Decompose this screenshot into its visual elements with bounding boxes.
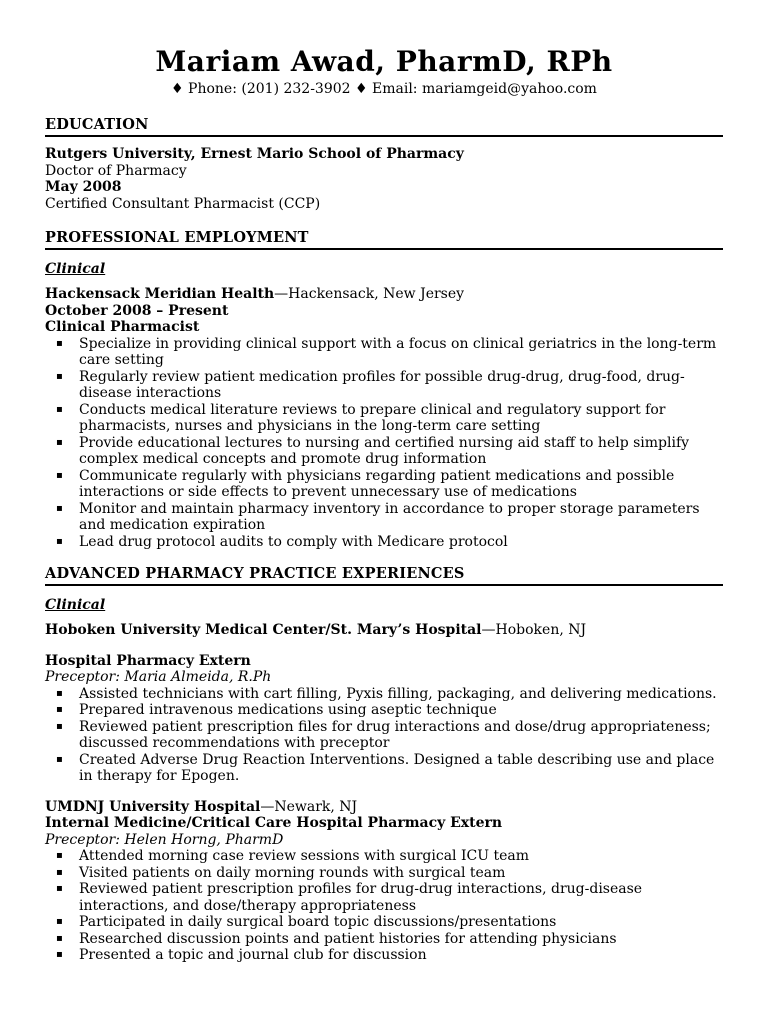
employment-role: Clinical Pharmacist [45, 319, 200, 335]
bullet-mark: ▪ [56, 866, 63, 878]
bullet-text: Communicate regularly with physicians regarding patient medications and possible interactions or side effects to prevent unnecessary use of medications [79, 467, 675, 500]
bullet-item [45, 369, 723, 402]
bullet-item [45, 702, 723, 719]
appe-heading: ADVANCED PHARMACY PRACTICE EXPERIENCES [45, 565, 723, 586]
appe-site-umdnj [45, 799, 723, 964]
bullet-item [45, 686, 723, 703]
candidate-name: Mariam Awad, PharmD, RPh [155, 45, 613, 78]
bullet-mark: ▪ [56, 720, 63, 732]
bullet-mark: ▪ [56, 916, 63, 927]
bullet-text: Participated in daily surgical board topic discussions/presentations [79, 914, 557, 930]
education-block [45, 146, 723, 212]
employer-location: —Hackensack, New Jersey [274, 286, 465, 302]
site-line [45, 799, 723, 816]
bullet-item [45, 534, 723, 551]
bullet-text: Lead drug protocol audits to comply with Medicare protocol [79, 533, 508, 550]
bullet-text: Reviewed patient prescription files for drug interactions and dose/drug appropriateness; discussed recommendations with preceptor [79, 718, 711, 751]
bullet-item [45, 865, 723, 882]
bullet-text: Created Adverse Drug Reaction Interventions. Designed a table describing use and place in therapy for Epogen. [79, 751, 715, 784]
employment-heading: PROFESSIONAL EMPLOYMENT [45, 229, 723, 250]
site-bullets [45, 848, 723, 964]
bullet-item [45, 402, 723, 435]
employment-bullets [45, 336, 723, 551]
bullet-text: Specialize in providing clinical support with a focus on clinical geriatrics in the long-term care setting [79, 335, 717, 368]
site-line [45, 622, 723, 639]
bullet-item [45, 752, 723, 785]
bullet-text: Provide educational lectures to nursing and certified nursing aid staff to help simplify complex medical concepts and promote drug information [79, 434, 690, 467]
employment-subheading: Clinical [45, 261, 106, 277]
bullet-item [45, 336, 723, 369]
bullet-text: Monitor and maintain pharmacy inventory in accordance to proper storage parameters and medication expiration [79, 500, 700, 533]
education-heading: EDUCATION [45, 116, 723, 137]
bullet-text: Regularly review patient medication profiles for possible drug-drug, drug-food, drug-disease interactions [79, 368, 685, 401]
bullet-mark: ▪ [56, 850, 63, 861]
resume-page [45, 44, 723, 964]
school-name: Rutgers University, Ernest Mario School of Pharmacy [45, 146, 464, 162]
employer-name: Hackensack Meridian Health [45, 286, 275, 302]
bullet-text: Prepared intravenous medications using aseptic technique [79, 702, 497, 718]
site-location: —Hoboken, NJ [481, 622, 587, 638]
certification: Certified Consultant Pharmacist (CCP) [45, 195, 321, 212]
bullet-item [45, 881, 723, 914]
bullet-mark: ▪ [56, 883, 63, 894]
site-name: UMDNJ University Hospital [45, 798, 261, 815]
appe-site-hoboken [45, 622, 723, 785]
bullet-item [45, 931, 723, 948]
contact-line: ♦ Phone: (201) 232-3902 ♦ Email: mariamgeid@yahoo.com [171, 81, 597, 97]
bullet-mark: ▪ [56, 469, 63, 481]
site-preceptor: Preceptor: Maria Almeida, R.Ph [45, 669, 272, 685]
bullet-text: Attended morning case review sessions with surgical ICU team [79, 848, 530, 864]
site-role: Hospital Pharmacy Extern [45, 652, 251, 669]
bullet-text: Presented a topic and journal club for discussion [79, 947, 427, 963]
bullet-item [45, 501, 723, 534]
bullet-item [45, 947, 723, 964]
bullet-mark: ▪ [56, 535, 63, 547]
bullet-item [45, 435, 723, 468]
bullet-mark: ▪ [56, 436, 63, 448]
bullet-text: Researched discussion points and patient histories for attending physicians [79, 930, 617, 947]
bullet-mark: ▪ [56, 687, 63, 699]
bullet-text: Conducts medical literature reviews to prepare clinical and regulatory support for pharmacists, nurses and physicians in the long-term care setting [79, 401, 666, 434]
bullet-mark: ▪ [56, 403, 63, 415]
site-name: Hoboken University Medical Center/St. Mary’s Hospital [45, 622, 482, 638]
employment-block [45, 286, 723, 550]
site-preceptor: Preceptor: Helen Horng, PharmD [45, 831, 284, 848]
bullet-mark: ▪ [56, 370, 63, 382]
degree: Doctor of Pharmacy [45, 162, 187, 179]
site-location: —Newark, NJ [260, 798, 358, 815]
bullet-mark: ▪ [56, 337, 63, 349]
bullet-text: Assisted technicians with cart filling, Pyxis filling, packaging, and delivering medications. [79, 685, 717, 702]
bullet-mark: ▪ [56, 502, 63, 514]
bullet-mark: ▪ [56, 753, 63, 765]
bullet-text: Reviewed patient prescription profiles for drug-drug interactions, drug-disease interactions, and dose/therapy appropriateness [79, 881, 643, 914]
bullet-item [45, 468, 723, 501]
bullet-item [45, 914, 723, 931]
bullet-item [45, 719, 723, 752]
graduation-date: May 2008 [45, 179, 122, 195]
bullet-mark: ▪ [56, 932, 63, 944]
bullet-mark: ▪ [56, 949, 63, 960]
bullet-text: Visited patients on daily morning rounds with surgical team [79, 864, 506, 881]
site-bullets [45, 686, 723, 785]
site-role: Internal Medicine/Critical Care Hospital Pharmacy Extern [45, 815, 503, 831]
bullet-mark: ▪ [56, 704, 63, 715]
bullet-item [45, 848, 723, 865]
appe-subheading: Clinical [45, 597, 106, 613]
employer-line [45, 286, 723, 303]
employment-dates: October 2008 – Present [45, 302, 229, 319]
